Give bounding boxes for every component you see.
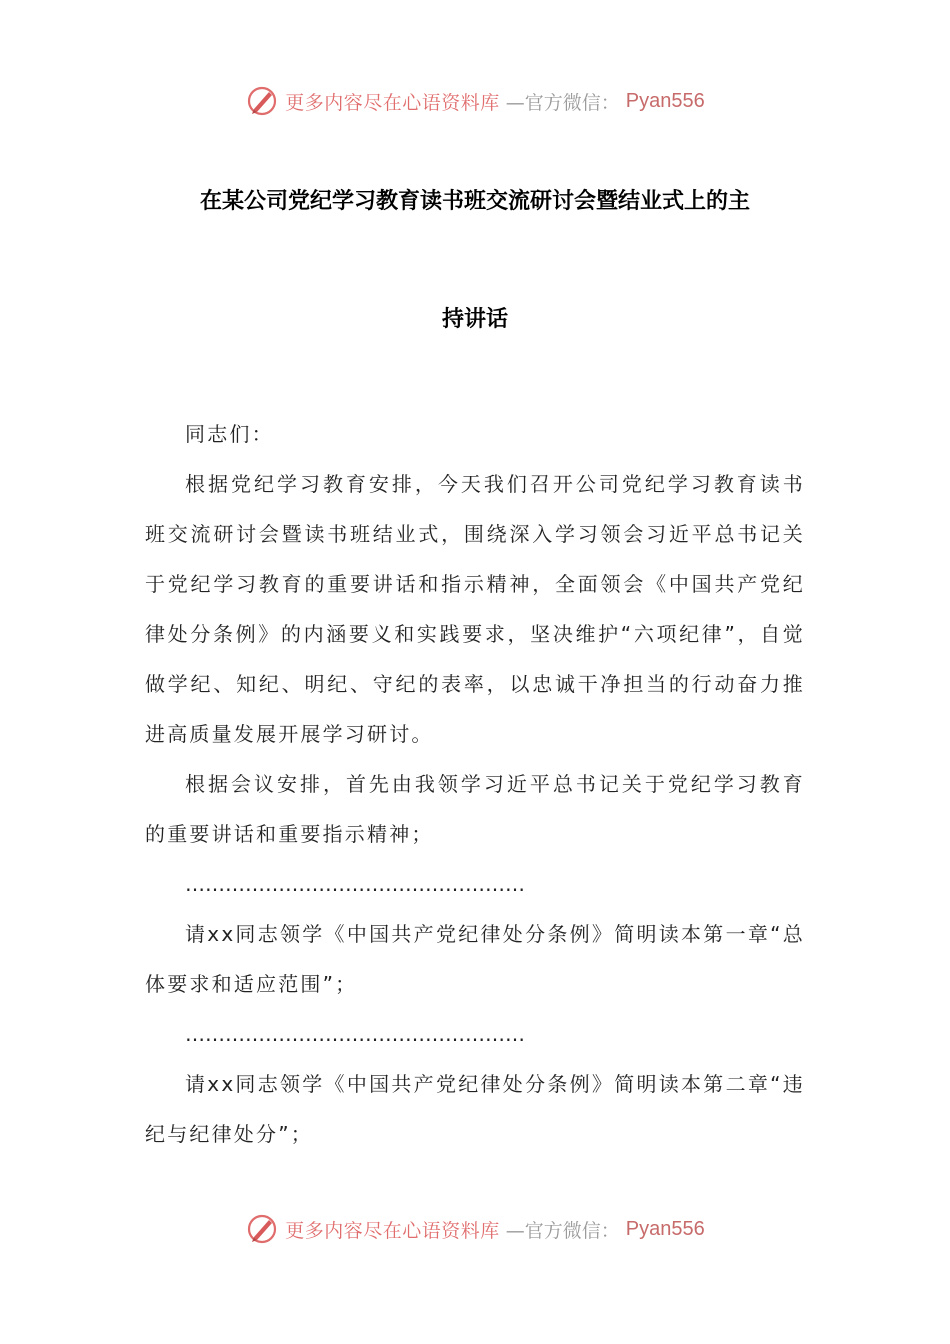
paragraph: 根据会议安排，首先由我领学习近平总书记关于党纪学习教育的重要讲话和重要指示精神； bbox=[145, 772, 805, 846]
document-body bbox=[145, 409, 805, 1159]
watermark-text-3: Pyan556 bbox=[625, 89, 705, 112]
watermark-footer bbox=[0, 1212, 950, 1246]
watermark-text-3: Pyan556 bbox=[625, 1217, 705, 1240]
greeting: 同志们： bbox=[185, 422, 274, 446]
watermark-text-2: —官方微信： bbox=[505, 1219, 620, 1242]
watermark-header bbox=[0, 84, 950, 118]
ellipsis-line: …………………………………………… bbox=[185, 1022, 525, 1046]
watermark-text-1: 更多内容尽在心语资料库 bbox=[285, 91, 500, 114]
pen-logo-icon bbox=[245, 84, 279, 118]
paragraph: 根据党纪学习教育安排，今天我们召开公司党纪学习教育读书班交流研讨会暨读书班结业式，围绕深入学习领会习近平总书记关于党纪学习教育的重要讲话和指示精神，全面领会《中国共产党纪律处分条例》的内涵要义和实践要求，坚决维护“六项纪律”，自觉做学纪、知纪、明纪、守纪的表率，以忠诚干净担当的行动奋力推进高质量发展开展学习研讨。 bbox=[145, 472, 805, 746]
document-title-line-1: 在某公司党纪学习教育读书班交流研讨会暨结业式上的主 bbox=[199, 189, 750, 214]
document-title-line-2: 持讲话 bbox=[441, 307, 508, 332]
pen-logo-icon bbox=[245, 1212, 279, 1246]
watermark-text-2: —官方微信： bbox=[505, 91, 620, 114]
paragraph: 请xx同志领学《中国共产党纪律处分条例》简明读本第二章“违纪与纪律处分”； bbox=[145, 1072, 805, 1146]
ellipsis-line: …………………………………………… bbox=[185, 872, 525, 896]
paragraph: 请xx同志领学《中国共产党纪律处分条例》简明读本第一章“总体要求和适应范围”； bbox=[145, 922, 805, 996]
watermark-text-1: 更多内容尽在心语资料库 bbox=[285, 1219, 500, 1242]
